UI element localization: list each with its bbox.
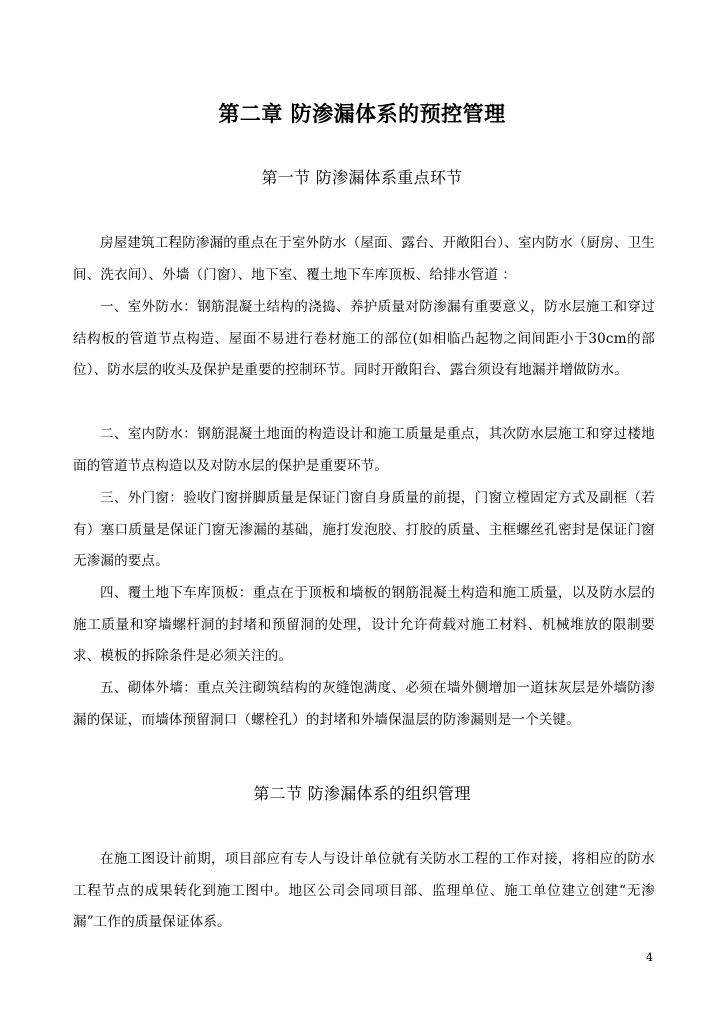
paragraph-organization: 在施工图设计前期，项目部应有专人与设计单位就有关防水工程的工作对接，将相应的防水工程节点的成果转化到施工图中。地区公司会同项目部、监理单位、施工单位建立创建“无渗漏”工作的质量保证体系。 — [73, 851, 655, 930]
paragraph-garage-roof: 四、覆土地下车库顶板：重点在于顶板和墙板的钢筋混凝土构造和施工质量，以及防水层的施工质量和穿墙螺杆洞的封堵和预留洞的处理，设计允许荷载对施工材料、机械堆放的限制要求、模板的拆除条件是必须关注的。 — [73, 585, 655, 664]
page-number: 4 — [646, 951, 653, 964]
chapter-title: 第二章 防渗漏体系的预控管理 — [218, 102, 506, 126]
section-title-1: 第一节 防渗漏体系重点环节 — [261, 168, 463, 187]
paragraph-indoor-waterproofing: 二、室内防水：钢筋混凝土地面的构造设计和施工质量是重点，其次防水层施工和穿过楼地面的管道节点构造以及对防水层的保护是重要环节。 — [73, 426, 655, 474]
paragraph-masonry-walls: 五、砌体外墙：重点关注砌筑结构的灰缝饱满度、必须在墙外侧增加一道抹灰层是外墙防渗漏的保证，而墙体预留洞口（螺栓孔）的封堵和外墙保温层的防渗漏则是一个关键。 — [73, 680, 655, 728]
paragraph-exterior-windows: 三、外门窗：验收门窗拼脚质量是保证门窗自身质量的前提，门窗立樘固定方式及副框（若有）塞口质量是保证门窗无渗漏的基础，施打发泡胶、打胶的质量、主框螺丝孔密封是保证门窗无渗漏的要点。 — [73, 490, 655, 569]
paragraph-intro: 房屋建筑工程防渗漏的重点在于室外防水（屋面、露台、开敞阳台）、室内防水（厨房、卫生间、洗衣间）、外墙（门窗）、地下室、覆土地下车库顶板、给排水管道 ： — [73, 235, 655, 283]
paragraph-outdoor-waterproofing: 一、室外防水：钢筋混凝土结构的浇捣、养护质量对防渗漏有重要意义，防水层施工和穿过结构板的管道节点构造、屋面不易进行卷材施工的部位(如相临凸起物之间间距小于30cm的部位）、防水层的收头及保护是重要的控制环节。同时开敞阳台、露台须设有地漏并增做防水。 — [73, 299, 655, 378]
section-title-2: 第二节 防渗漏体系的组织管理 — [253, 784, 471, 803]
